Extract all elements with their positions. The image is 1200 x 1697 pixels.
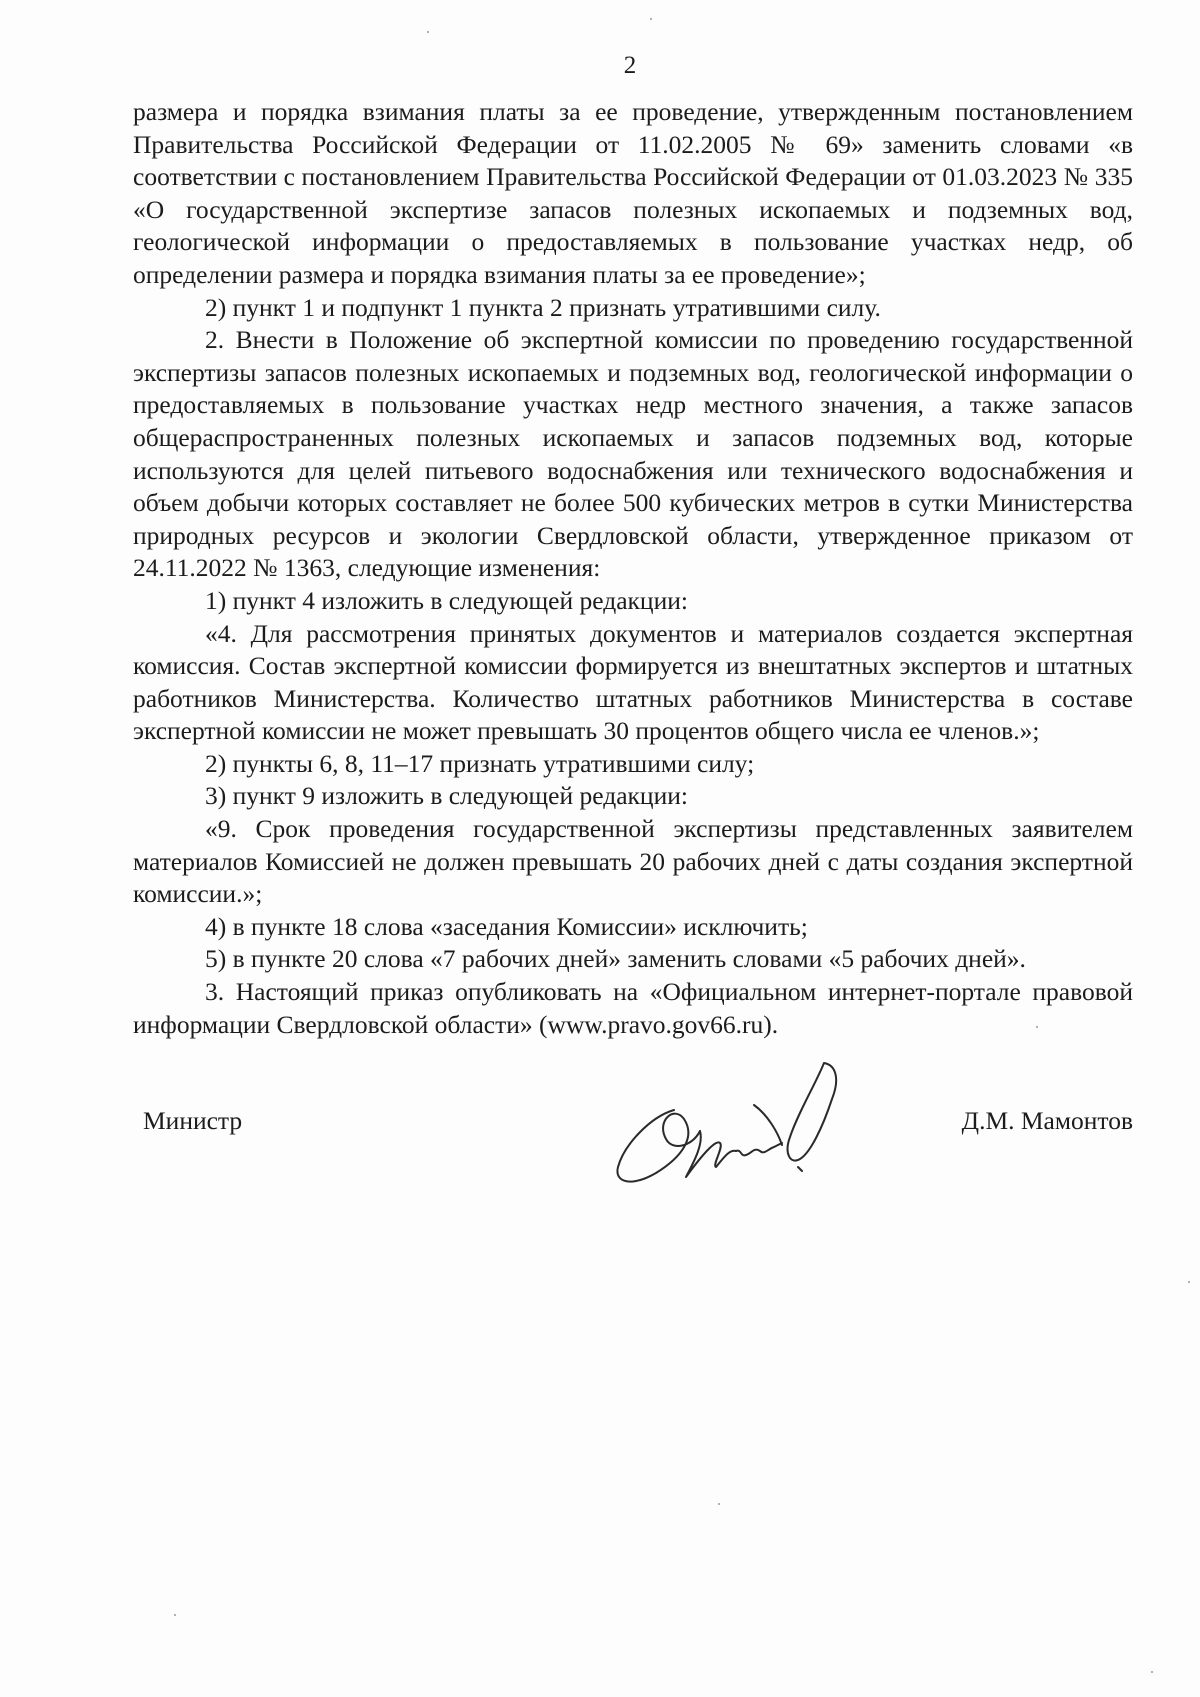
paragraph-item-2: 2) пункт 1 и подпункт 1 пункта 2 признать утратившими силу. (205, 292, 881, 322)
paragraph-amendment-4: 4) в пункте 18 слова «заседания Комиссии» исключить; (205, 911, 808, 941)
document-body (133, 96, 1133, 1041)
paragraph-section-3: 3. Настоящий приказ опубликовать на «Официальном интернет-портале правовой информации Свердловской области» (www.pravo.gov66.ru). (133, 977, 1133, 1039)
paragraph-amendment-5: 5) в пункте 20 слова «7 рабочих дней» заменить словами «5 рабочих дней». (205, 944, 1026, 974)
paragraph-amendment-1: 1) пункт 4 изложить в следующей редакции: (205, 585, 688, 615)
paragraph-clause-9: «9. Срок проведения государственной экспертизы представленных заявителем материалов Комиссией не должен превышать 20 рабочих дней с даты создания экспертной комиссии.»; (133, 814, 1133, 909)
signer-title: Министр (143, 1106, 243, 1135)
scan-speck (1188, 1281, 1190, 1283)
paragraph-continuation: размера и порядка взимания платы за ее проведение, утвержденным постановлением Правительства Российской Федерации от 11.02.2005 № 69» заменить словами «в соответствии с постановлением Правительства Российской Федерации от 01.03.2023 № 335 «О государственной экспертизе запасов полезных ископаемых и подземных вод, геологической информации о предоставляемых в пользование участках недр, об определении размера и порядка взимания платы за ее проведение»; (133, 97, 1133, 289)
paragraph-section-2: 2. Внести в Положение об экспертной комиссии по проведению государственной экспертизы запасов полезных ископаемых и подземных вод, геологической информации о предоставляемых в пользование участках недр местного значения, а также запасов общераспространенных полезных ископаемых и запасов подземных вод, которые используются для целей питьевого водоснабжения или технического водоснабжения и объем добычи которых составляет не более 500 кубических метров в сутки Министерства природных ресурсов и экологии Свердловской области, утвержденное приказом от 24.11.2022 № 1363, следующие изменения: (133, 325, 1133, 583)
scan-speck (174, 1614, 176, 1616)
scan-speck (427, 31, 429, 33)
page-number: 2 (623, 52, 637, 79)
paragraph-amendment-3: 3) пункт 9 изложить в следующей редакции: (205, 781, 688, 811)
scan-speck (1151, 1671, 1153, 1673)
scan-speck (650, 18, 652, 20)
scan-speck (1036, 1026, 1038, 1028)
paragraph-clause-4: «4. Для рассмотрения принятых документов и материалов создается экспертная комиссия. Состав экспертной комиссии формируется из внештатных экспертов и штатных работников Министерства. Количество штатных работников Министерства в составе экспертной комиссии не может превышать 30 процентов общего числа ее членов.»; (133, 618, 1133, 746)
handwritten-signature (612, 1055, 912, 1200)
scan-speck (718, 1503, 720, 1505)
paragraph-amendment-2: 2) пункты 6, 8, 11–17 признать утратившими силу; (205, 748, 755, 778)
signer-name: Д.М. Мамонтов (961, 1106, 1133, 1135)
